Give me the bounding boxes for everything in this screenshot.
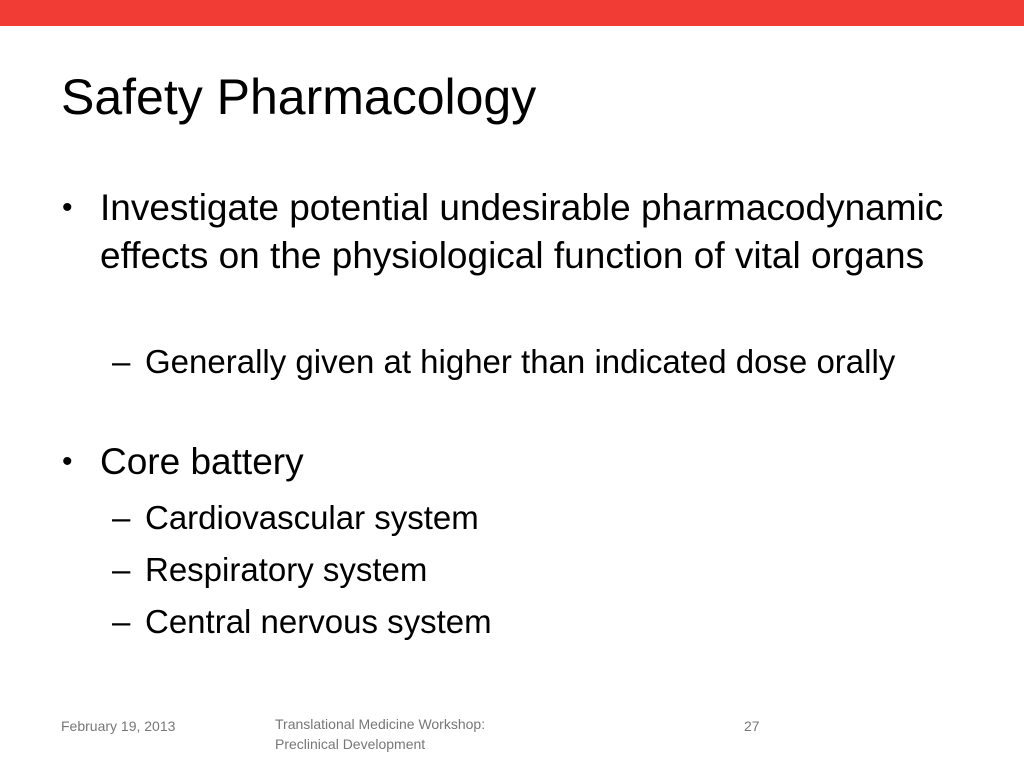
footer-title-line: Translational Medicine Workshop: xyxy=(275,716,486,732)
page-number: 27 xyxy=(744,718,760,734)
dash-icon: – xyxy=(112,343,131,380)
bullet-icon: • xyxy=(62,445,73,478)
bullet-text: Investigate potential undesirable pharmacodynamic effects on the physiological function of vital organs xyxy=(100,187,944,276)
dash-icon: – xyxy=(112,499,131,536)
footer-title-line: Preclinical Development xyxy=(275,736,426,752)
slide-title: Safety Pharmacology xyxy=(61,69,537,125)
dash-icon: – xyxy=(112,603,131,640)
dash-icon: – xyxy=(112,551,131,588)
sub-bullet-text: Cardiovascular system xyxy=(145,499,479,536)
bullet-text: Core battery xyxy=(100,441,304,482)
footer-date: February 19, 2013 xyxy=(61,718,176,734)
footer-title xyxy=(275,714,485,754)
bullet-icon: • xyxy=(62,191,73,224)
sub-bullet-text: Central nervous system xyxy=(145,603,492,640)
sub-bullet-text: Respiratory system xyxy=(145,551,428,588)
sub-bullet-text: Generally given at higher than indicated dose orally xyxy=(145,343,896,380)
